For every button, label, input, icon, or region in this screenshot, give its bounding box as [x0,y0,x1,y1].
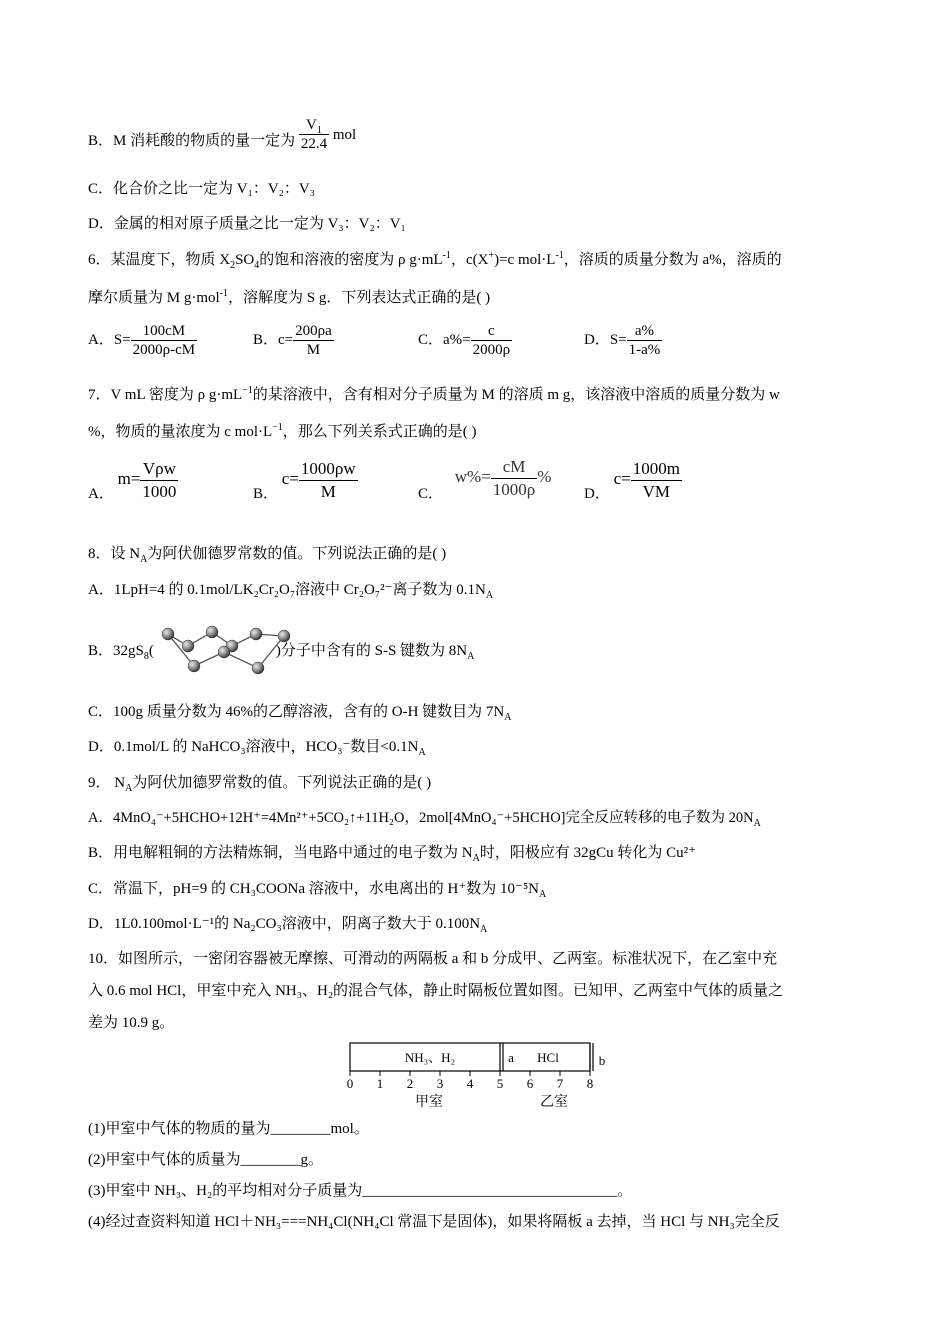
q5-option-d: D．金属的相对原子质量之比一定为 V₃：V₂：V₁ [88,216,406,232]
q6-option-d: D．S= $\frac{a\%}{1-a\%}$ [584,323,661,358]
q5-option-b [88,117,357,153]
q8-stem: 8．设 $N_A$为阿伏伽德罗常数的值。下列说法正确的是( ) [88,546,447,565]
q6-option-c: C．a%= $\frac{c}{2000\rho}$ [418,323,511,358]
q5-option-c: C．化合价之比一定为 V₁：V₂：V₃ [88,181,315,197]
right-room-label: 乙室 [540,1094,568,1110]
q9-option-d: D．1L0.100mol·L⁻¹的 Na₂CO₃溶液中，阴离子数大于 $0.100N_A$ [88,916,488,935]
q7-option-d: D． c= $\frac{1000m}{VM}$ [584,459,680,502]
q10-stem-line1: 10．如图所示，一密闭容器被无摩擦、可滑动的两隔板 a 和 b 分成甲、乙两室。标准状况下，在乙室中充 [88,951,778,967]
q5-b-denominator: 22.4 [300,136,328,153]
right-gas-label: HCl [537,1050,559,1065]
q6-option-b: B．c= $\frac{200\rho a}{M}$ [253,323,332,358]
scale-tick-label: 0 [346,1076,354,1091]
scale-tick-label: 3 [436,1076,444,1091]
q10-stem-line3: 差为 10.9 g。 [88,1015,175,1031]
q6-option-a: A．S= $\frac{100cM}{2000\rho-cM}$ [88,323,196,358]
q10-part2: (2)甲室中气体的质量为________g。 [88,1152,323,1168]
scale-tick-label: 6 [526,1076,534,1091]
q8-option-c: C．100g 质量分数为 46%的乙醇溶液，含有的 O-H 键数目为 $7N_A$ [88,704,512,723]
q7-option-b: B． c= $\frac{1000\rho w}{M}$ [253,459,356,502]
q7-option-c: C． w%= $\frac{cM}{1000\rho}$ % [418,457,552,502]
scale-tick-label: 7 [556,1076,564,1091]
q6-stem-line2: 摩尔质量为 M g·mol$^{-1}$，溶解度为 S g．下列表达式正确的是( ) [88,288,491,306]
scale-tick-label: 1 [376,1076,384,1091]
scale-tick-label: 2 [406,1076,414,1091]
partition-b-label: b [598,1053,606,1068]
q10-stem-line2: 入 0.6 mol HCl，甲室中充入 NH₃、H₂的混合气体，静止时隔板位置如图。已知甲、乙两室中气体的质量之 [88,983,784,999]
scale-tick-label: 5 [496,1076,504,1091]
q9-option-a: A．4MnO₄⁻+5HCHO+12H⁺=4Mn²⁺+5CO₂↑+11H₂O，2mol[4MnO₄⁻+5HCHO]完全反应转移的电子数为 $20N_A$ [88,810,761,829]
q5-b-unit: mol [329,127,357,143]
scale-tick-label: 8 [586,1076,594,1091]
scale-tick-label: 4 [466,1076,474,1091]
q7-stem-line2: %，物质的量浓度为 c $mol\cdot L^{-1}$，那么下列关系式正确的是( ) [88,422,477,440]
q7-option-a: A． m= $\frac{\text{Vρw}}{1000}$ [88,459,177,502]
q10-part4: (4)经过查资料知道 HCl＋NH₃===NH₄Cl(NH₄Cl 常温下是固体)，如果将隔板 a 去掉，当 HCl 与 NH₃完全反 [88,1214,780,1230]
q7-stem-line1: 7．V mL 密度为 ρ $g\cdot mL^{-1}$的某溶液中，含有相对分子质量为 M 的溶质 m g，该溶液中溶质的质量分数为 w [88,385,780,403]
scale-ticks [347,1071,594,1091]
q10-part3: (3)甲室中 NH₃、H₂的平均相对分子质量为__________________________________。 [88,1183,633,1199]
q9-option-b: B．用电解粗铜的方法精炼铜，当电路中通过的电子数为 $N_A$时，阳极应有 32gCu 转化为 Cu²⁺ [88,845,697,864]
q5-b-text: B．M 消耗酸的物质的量一定为 [88,133,296,149]
left-gas-label: NH₃、H₂ [404,1050,456,1065]
q5-b-numerator: $V_1$ [299,116,329,135]
left-room-label: 甲室 [415,1094,443,1110]
q9-stem: 9． $N_A$为阿伏加德罗常数的值。下列说法正确的是( ) [88,775,432,794]
partition-a-label: a [508,1050,514,1065]
q8-option-a: A．1LpH=4 的 0.1mol/LK₂Cr₂O₇溶液中 Cr₂O₇²⁻离子数为 $0.1N_A$ [88,582,494,601]
q10-part1: (1)甲室中气体的物质的量为________mol。 [88,1121,369,1137]
q8-option-d: D．0.1mol/L 的 NaHCO₃溶液中，HCO₃⁻数目$<0.1N_A$ [88,739,426,758]
q5-b-fraction [299,116,329,153]
q8-option-b: B．$32gS_8$( )分子中含有的 S-S 键数为 $8N_A$ [88,643,475,662]
q6-stem-line1: 6．某温度下，物质 $X_2SO_4$的饱和溶液的密度为 ρ $g\cdot mL^{-1}$，c(X+)=c $mol\cdot L^{-1}$，溶质的质量分数为 a%，溶质的 [88,250,782,271]
container-partition-diagram [340,1038,610,1112]
q9-option-c: C．常温下，pH=9 的 CH₃COONa 溶液中，水电离出的 H⁺数为 $10^{-5}N_A$ [88,881,547,900]
s8-molecule-diagram [160,622,290,678]
